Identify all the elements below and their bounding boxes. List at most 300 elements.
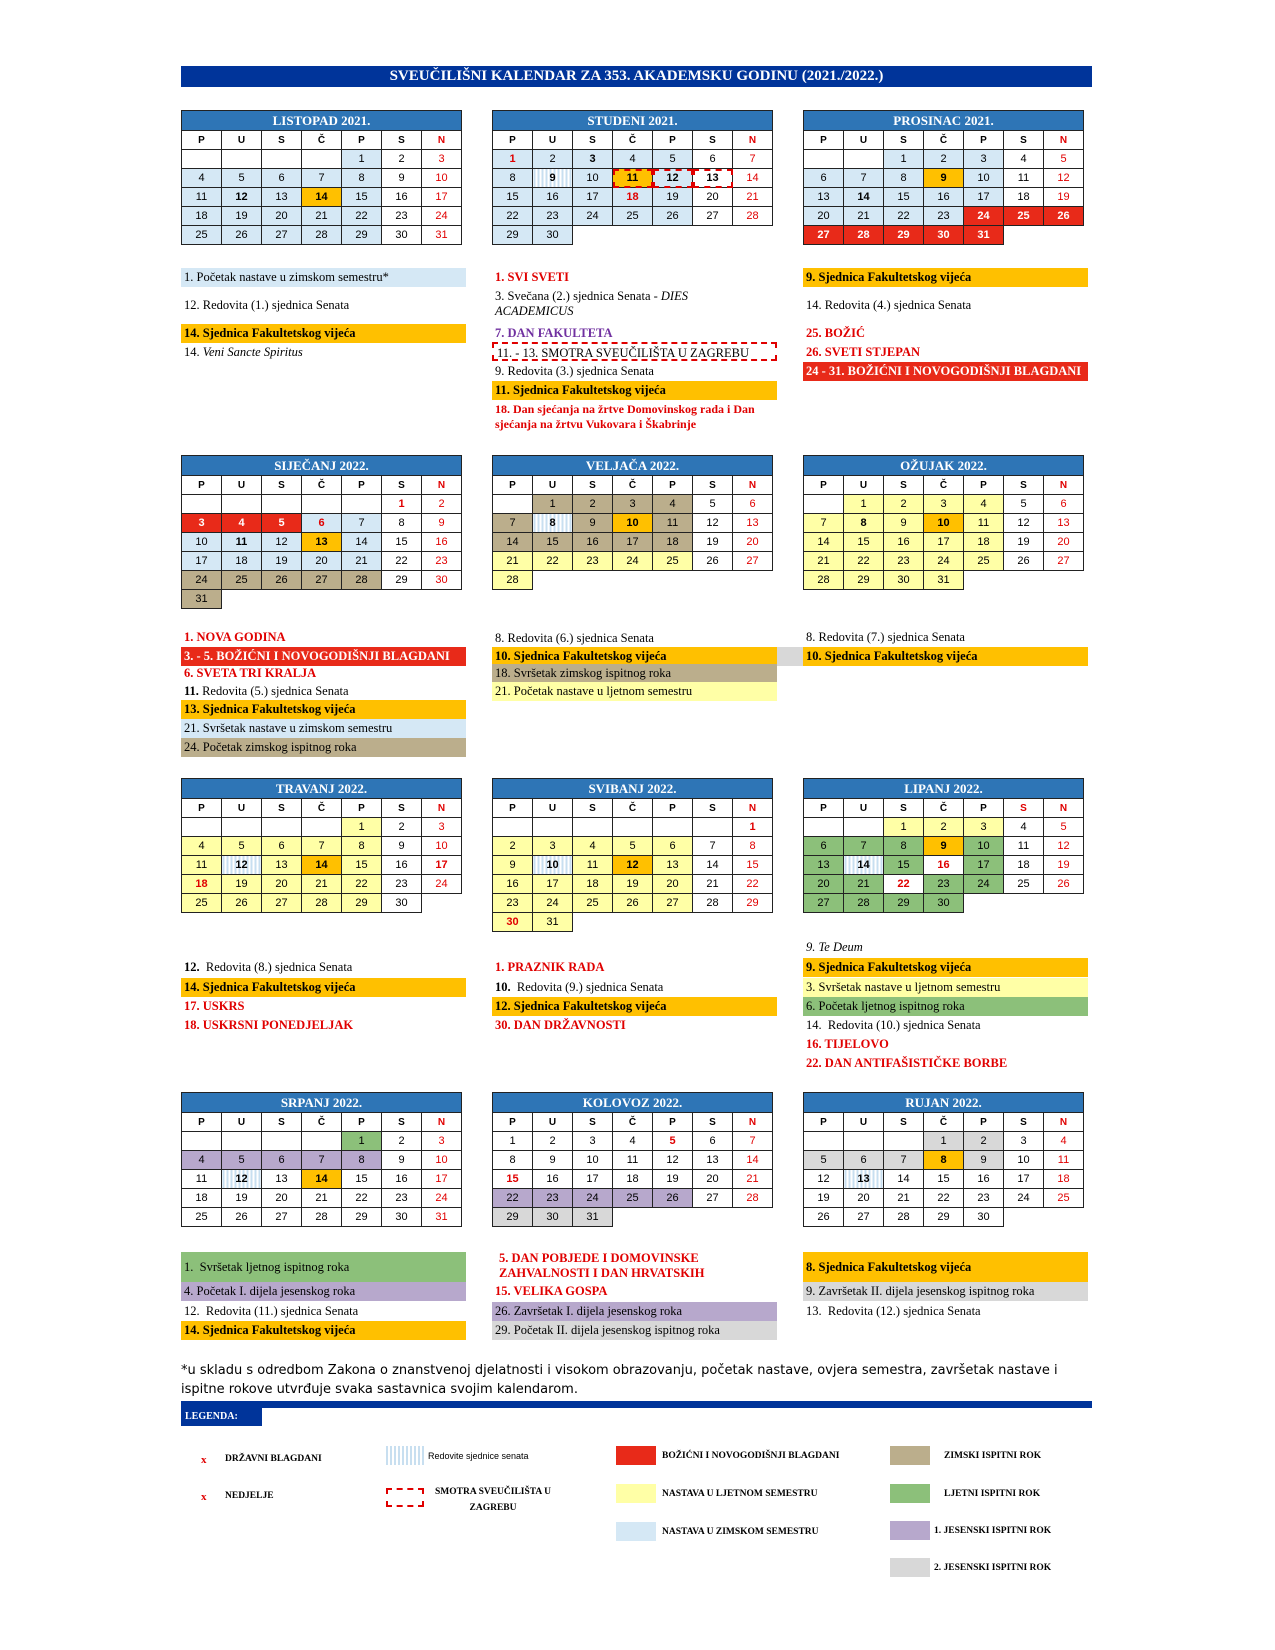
day-cell: 7 [844, 169, 884, 188]
day-cell: 25 [573, 894, 613, 913]
calendar-row [493, 226, 773, 245]
day-cell: 9 [964, 1151, 1004, 1170]
day-cell: 28 [302, 1208, 342, 1227]
calendar-row [493, 514, 773, 533]
calendar-veljaca-2022 [492, 455, 773, 590]
day-cell: 12 [653, 169, 693, 188]
event-travanj-4: 18. USKRSNI PONEDJELJAK [184, 1018, 354, 1032]
weekday-header: P [653, 1113, 693, 1132]
weekday-header: U [222, 476, 262, 495]
day-cell: 8 [342, 837, 382, 856]
day-cell: 19 [693, 533, 733, 552]
calendar-travanj-2022 [181, 778, 462, 913]
day-cell: 12 [653, 1151, 693, 1170]
empty-cell [382, 590, 422, 609]
day-cell: 27 [302, 571, 342, 590]
day-cell: 30 [533, 1208, 573, 1227]
calendar-row [804, 894, 1084, 913]
event-studeni-1: 1. SVI SVETI [495, 270, 569, 284]
day-cell: 24 [1004, 1189, 1044, 1208]
calendar-row [493, 1170, 773, 1189]
weekday-header: S [262, 799, 302, 818]
day-cell: 11 [1004, 169, 1044, 188]
empty-cell [573, 571, 613, 590]
legend-swatch-ljetni-rok [890, 1484, 930, 1503]
day-cell: 16 [382, 856, 422, 875]
separator-block [777, 647, 803, 666]
legend-bozic: BOŽIĆNI I NOVOGODIŠNJI BLAGDANI [662, 1451, 840, 1461]
empty-cell [693, 571, 733, 590]
empty-cell [302, 495, 342, 514]
day-cell: 2 [924, 150, 964, 169]
day-cell: 30 [964, 1208, 1004, 1227]
day-cell: 19 [262, 552, 302, 571]
calendar-row [182, 779, 462, 799]
calendar-row [493, 207, 773, 226]
day-cell: 28 [342, 571, 382, 590]
empty-cell [804, 150, 844, 169]
day-cell: 20 [1044, 533, 1084, 552]
day-cell: 6 [1044, 495, 1084, 514]
day-cell: 19 [804, 1189, 844, 1208]
day-cell: 4 [1004, 818, 1044, 837]
calendar-row [182, 571, 462, 590]
day-cell: 15 [884, 856, 924, 875]
day-cell: 3 [573, 150, 613, 169]
day-cell: 18 [1004, 856, 1044, 875]
calendar-row [182, 856, 462, 875]
day-cell: 27 [844, 1208, 884, 1227]
day-cell: 11 [222, 533, 262, 552]
calendar-row [804, 552, 1084, 571]
calendar-row [182, 131, 462, 150]
day-cell: 10 [573, 1151, 613, 1170]
weekday-header: P [804, 799, 844, 818]
day-cell: 8 [844, 514, 884, 533]
day-cell: 12 [693, 514, 733, 533]
empty-cell [844, 1132, 884, 1151]
calendar-row [804, 207, 1084, 226]
day-cell: 27 [733, 552, 773, 571]
empty-cell [804, 818, 844, 837]
day-cell: 20 [653, 875, 693, 894]
day-cell: 3 [573, 1132, 613, 1151]
calendar-row [182, 894, 462, 913]
day-cell: 19 [653, 188, 693, 207]
day-cell: 25 [182, 226, 222, 245]
empty-cell [1044, 894, 1084, 913]
day-cell: 25 [613, 207, 653, 226]
weekday-header: P [342, 799, 382, 818]
day-cell: 21 [302, 1189, 342, 1208]
event-prosinac-4: 26. SVETI STJEPAN [806, 345, 921, 359]
day-cell: 18 [222, 552, 262, 571]
day-cell: 23 [533, 207, 573, 226]
day-cell: 23 [924, 207, 964, 226]
calendar-row [804, 1132, 1084, 1151]
day-cell: 24 [613, 552, 653, 571]
day-cell: 17 [182, 552, 222, 571]
weekday-header: U [844, 1113, 884, 1132]
day-cell: 26 [222, 894, 262, 913]
day-cell: 2 [924, 818, 964, 837]
day-cell: 19 [1004, 533, 1044, 552]
day-cell: 25 [222, 571, 262, 590]
day-cell: 5 [222, 837, 262, 856]
day-cell: 26 [222, 1208, 262, 1227]
event-srpanj-4: 14. Sjednica Fakultetskog vijeća [181, 1321, 466, 1340]
empty-cell [493, 818, 533, 837]
event-rujan-2: 9. Završetak II. dijela jesenskog ispitnog roka [803, 1282, 1088, 1301]
day-cell: 8 [493, 1151, 533, 1170]
calendar-row [493, 188, 773, 207]
day-cell: 10 [422, 1151, 462, 1170]
empty-cell [693, 1208, 733, 1227]
day-cell: 10 [422, 837, 462, 856]
day-cell: 16 [382, 188, 422, 207]
day-cell: 12 [1004, 514, 1044, 533]
day-cell: 14 [844, 856, 884, 875]
day-cell: 17 [1004, 1170, 1044, 1189]
day-cell: 29 [733, 894, 773, 913]
empty-cell [262, 495, 302, 514]
day-cell: 30 [533, 226, 573, 245]
weekday-header: S [884, 476, 924, 495]
legend-nedjelje: NEDJELJE [225, 1491, 274, 1501]
day-cell: 18 [613, 1170, 653, 1189]
weekday-header: P [342, 476, 382, 495]
event-sijecanj-6: 21. Svršetak nastave u zimskom semestru [181, 719, 466, 738]
calendar-row [804, 799, 1084, 818]
day-cell: 16 [382, 1170, 422, 1189]
calendar-row [804, 875, 1084, 894]
day-cell: 5 [653, 1132, 693, 1151]
empty-cell [573, 818, 613, 837]
day-cell: 17 [964, 188, 1004, 207]
event-ozujak-1: 8. Redovita (7.) sjednica Senata [806, 630, 965, 644]
day-cell: 16 [422, 533, 462, 552]
calendar-row [182, 1189, 462, 1208]
empty-cell [573, 913, 613, 932]
empty-cell [302, 590, 342, 609]
day-cell: 9 [533, 169, 573, 188]
legend-jes1: 1. JESENSKI ISPITNI ROK [934, 1526, 1052, 1536]
empty-cell [653, 1208, 693, 1227]
day-cell: 4 [182, 837, 222, 856]
day-cell: 29 [342, 1208, 382, 1227]
day-cell: 3 [422, 1132, 462, 1151]
day-cell: 15 [342, 188, 382, 207]
day-cell: 19 [653, 1170, 693, 1189]
empty-cell [613, 1208, 653, 1227]
weekday-header: S [573, 476, 613, 495]
day-cell: 23 [573, 552, 613, 571]
day-cell: 1 [342, 150, 382, 169]
month-title: TRAVANJ 2022. [182, 779, 462, 799]
day-cell: 19 [1044, 188, 1084, 207]
calendar-row [493, 818, 773, 837]
day-cell: 27 [693, 207, 733, 226]
day-cell: 30 [493, 913, 533, 932]
day-cell: 11 [964, 514, 1004, 533]
day-cell: 10 [964, 837, 1004, 856]
legend-swatch-zimski-sem [616, 1522, 656, 1541]
weekday-header: P [804, 476, 844, 495]
day-cell: 7 [342, 514, 382, 533]
legend-swatch-senat [386, 1446, 424, 1465]
day-cell: 26 [804, 1208, 844, 1227]
day-cell: 22 [382, 552, 422, 571]
day-cell: 21 [844, 207, 884, 226]
empty-cell [733, 571, 773, 590]
day-cell: 28 [733, 207, 773, 226]
day-cell: 18 [613, 188, 653, 207]
empty-cell [182, 495, 222, 514]
day-cell: 2 [382, 150, 422, 169]
legend-title: LEGENDA: [181, 1408, 262, 1426]
day-cell: 6 [262, 169, 302, 188]
event-prosinac-2: 14. Redovita (4.) sjednica Senata [806, 298, 972, 312]
day-cell: 17 [533, 875, 573, 894]
weekday-header: S [693, 799, 733, 818]
day-cell: 22 [733, 875, 773, 894]
day-cell: 23 [964, 1189, 1004, 1208]
day-cell: 20 [844, 1189, 884, 1208]
day-cell: 24 [182, 571, 222, 590]
calendar-row [493, 1208, 773, 1227]
day-cell: 19 [222, 1189, 262, 1208]
day-cell: 5 [1044, 150, 1084, 169]
calendar-row [804, 131, 1084, 150]
day-cell: 22 [493, 1189, 533, 1208]
empty-cell [733, 1208, 773, 1227]
weekday-header: S [382, 476, 422, 495]
empty-cell [573, 226, 613, 245]
weekday-header: P [342, 131, 382, 150]
day-cell: 4 [1044, 1132, 1084, 1151]
day-cell: 22 [844, 552, 884, 571]
day-cell: 2 [493, 837, 533, 856]
calendar-row [493, 1151, 773, 1170]
day-cell: 16 [884, 533, 924, 552]
event-svibanj-2: 10. Redovita (9.) sjednica Senata [495, 980, 664, 994]
day-cell: 22 [342, 207, 382, 226]
day-cell: 29 [924, 1208, 964, 1227]
day-cell: 14 [302, 856, 342, 875]
day-cell: 10 [924, 514, 964, 533]
empty-cell [653, 226, 693, 245]
event-lipanj-6: 22. DAN ANTIFAŠISTIČKE BORBE [806, 1056, 1008, 1070]
empty-cell [733, 913, 773, 932]
day-cell: 26 [693, 552, 733, 571]
day-cell: 29 [342, 226, 382, 245]
day-cell: 7 [302, 837, 342, 856]
day-cell: 13 [262, 856, 302, 875]
empty-cell [262, 590, 302, 609]
event-srpanj-3: 12. Redovita (11.) sjednica Senata [184, 1304, 359, 1318]
day-cell: 21 [804, 552, 844, 571]
day-cell: 4 [573, 837, 613, 856]
day-cell: 3 [964, 150, 1004, 169]
day-cell: 21 [302, 875, 342, 894]
day-cell: 1 [493, 150, 533, 169]
day-cell: 28 [302, 894, 342, 913]
day-cell: 11 [182, 1170, 222, 1189]
empty-cell [693, 818, 733, 837]
day-cell: 16 [964, 1170, 1004, 1189]
day-cell: 16 [493, 875, 533, 894]
legend-jes2: 2. JESENSKI ISPITNI ROK [934, 1563, 1052, 1573]
weekday-header: Č [613, 131, 653, 150]
day-cell: 11 [182, 188, 222, 207]
day-cell: 15 [884, 188, 924, 207]
weekday-header: P [804, 1113, 844, 1132]
day-cell: 30 [924, 894, 964, 913]
event-sijecanj-1: 1. NOVA GODINA [184, 630, 286, 644]
weekday-header: P [653, 131, 693, 150]
day-cell: 5 [693, 495, 733, 514]
empty-cell [653, 818, 693, 837]
day-cell: 12 [1044, 837, 1084, 856]
day-cell: 21 [844, 875, 884, 894]
day-cell: 18 [1044, 1170, 1084, 1189]
calendar-row [182, 456, 462, 476]
calendar-row [804, 476, 1084, 495]
calendar-svibanj-2022 [492, 778, 773, 932]
day-cell: 26 [613, 894, 653, 913]
day-cell: 22 [884, 875, 924, 894]
day-cell: 16 [573, 533, 613, 552]
event-listopad-3: 14. Sjednica Fakultetskog vijeća [181, 324, 466, 343]
day-cell: 22 [924, 1189, 964, 1208]
day-cell: 23 [382, 207, 422, 226]
weekday-header: P [182, 131, 222, 150]
weekday-header: U [533, 1113, 573, 1132]
empty-cell [613, 226, 653, 245]
day-cell: 31 [964, 226, 1004, 245]
day-cell: 18 [182, 1189, 222, 1208]
event-studeni-smotra: 11. - 13. SMOTRA SVEUČILIŠTA U ZAGREBU [492, 342, 777, 361]
day-cell: 6 [262, 1151, 302, 1170]
weekday-header: U [844, 799, 884, 818]
weekday-header: Č [613, 476, 653, 495]
weekday-header: S [573, 799, 613, 818]
weekday-header: S [382, 799, 422, 818]
calendar-row [182, 837, 462, 856]
empty-cell [422, 894, 462, 913]
day-cell: 13 [693, 1151, 733, 1170]
weekday-header: P [964, 799, 1004, 818]
day-cell: 27 [262, 1208, 302, 1227]
weekday-header: S [693, 476, 733, 495]
day-cell: 25 [182, 894, 222, 913]
day-cell: 26 [262, 571, 302, 590]
empty-cell [844, 818, 884, 837]
calendar-row [182, 207, 462, 226]
event-lipanj-3: 6. Početak ljetnog ispitnog roka [803, 997, 1088, 1016]
calendar-row [493, 1093, 773, 1113]
weekday-header: P [182, 476, 222, 495]
day-cell: 15 [382, 533, 422, 552]
empty-cell [182, 150, 222, 169]
event-studeni-7: 18. Dan sjećanja na žrtve Domovinskog rada i Dan sjećanja na žrtvu Vukovara i Škabrinje [495, 402, 755, 431]
weekday-header: P [964, 131, 1004, 150]
day-cell: 12 [222, 1170, 262, 1189]
day-cell: 14 [884, 1170, 924, 1189]
event-listopad-4: 14. Veni Sancte Spiritus [184, 345, 303, 359]
weekday-header: P [493, 476, 533, 495]
calendar-row [804, 514, 1084, 533]
weekday-header: N [422, 131, 462, 150]
day-cell: 1 [884, 150, 924, 169]
day-cell: 10 [533, 856, 573, 875]
calendar-row [182, 799, 462, 818]
month-title: LISTOPAD 2021. [182, 111, 462, 131]
day-cell: 20 [262, 1189, 302, 1208]
event-lipanj-4: 14. Redovita (10.) sjednica Senata [806, 1018, 981, 1032]
event-prosinac-5: 24 - 31. BOŽIĆNI I NOVOGODIŠNJI BLAGDANI [803, 362, 1088, 381]
day-cell: 16 [533, 188, 573, 207]
event-travanj-1: 12. Redovita (8.) sjednica Senata [184, 960, 353, 974]
legend-zimski-rok: ZIMSKI ISPITNI ROK [944, 1451, 1042, 1461]
empty-cell [1004, 226, 1044, 245]
month-title: LIPANJ 2022. [804, 779, 1084, 799]
month-title: PROSINAC 2021. [804, 111, 1084, 131]
weekday-header: P [964, 476, 1004, 495]
weekday-header: S [382, 1113, 422, 1132]
day-cell: 25 [1004, 875, 1044, 894]
weekday-header: Č [613, 1113, 653, 1132]
day-cell: 13 [804, 188, 844, 207]
event-svibanj-1: 1. PRAZNIK RADA [495, 960, 605, 974]
month-title: RUJAN 2022. [804, 1093, 1084, 1113]
day-cell: 6 [804, 837, 844, 856]
empty-cell [1004, 571, 1044, 590]
weekday-header: P [653, 476, 693, 495]
calendar-row [182, 1093, 462, 1113]
calendar-row [493, 131, 773, 150]
calendar-row [804, 533, 1084, 552]
day-cell: 14 [342, 533, 382, 552]
month-title: SIJEČANJ 2022. [182, 456, 462, 476]
day-cell: 27 [262, 226, 302, 245]
weekday-header: P [653, 799, 693, 818]
day-cell: 10 [422, 169, 462, 188]
day-cell: 20 [302, 552, 342, 571]
day-cell: 14 [733, 169, 773, 188]
event-rujan-1: 8. Sjednica Fakultetskog vijeća [803, 1252, 1088, 1282]
day-cell: 28 [844, 226, 884, 245]
day-cell: 12 [1044, 169, 1084, 188]
day-cell: 25 [613, 1189, 653, 1208]
day-cell: 29 [844, 571, 884, 590]
empty-cell [613, 913, 653, 932]
day-cell: 5 [1004, 495, 1044, 514]
day-cell: 17 [422, 1170, 462, 1189]
calendar-row [804, 1113, 1084, 1132]
day-cell: 9 [924, 169, 964, 188]
event-kolovoz-2: 15. VELIKA GOSPA [495, 1284, 608, 1298]
weekday-header: S [382, 131, 422, 150]
empty-cell [1044, 226, 1084, 245]
day-cell: 20 [693, 188, 733, 207]
legend-swatch-ljetni-sem [616, 1484, 656, 1503]
empty-cell [884, 1132, 924, 1151]
calendar-row [493, 894, 773, 913]
day-cell: 2 [382, 818, 422, 837]
calendar-row [493, 169, 773, 188]
day-cell: 9 [422, 514, 462, 533]
